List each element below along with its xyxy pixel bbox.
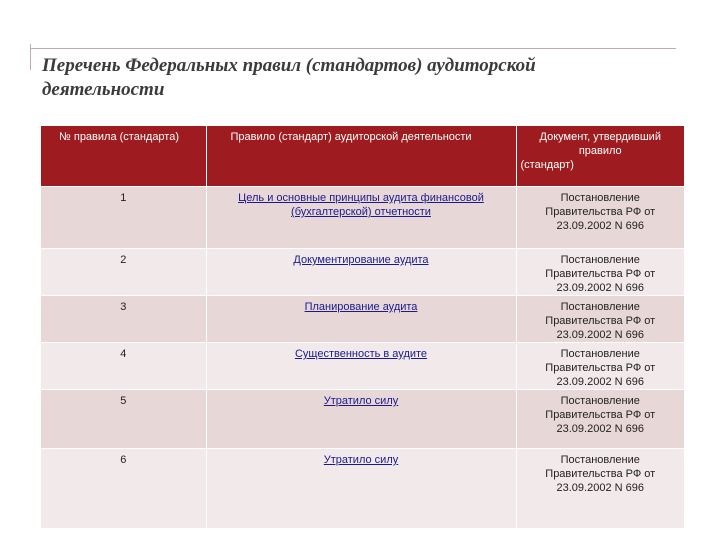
cell-rule-number: 1 (41, 187, 206, 249)
header-approving-document-text: Документ, утвердивший правило (539, 131, 661, 157)
header-rule-number: № правила (стандарта) (41, 126, 206, 187)
rule-link[interactable]: Утратило силу (323, 454, 399, 466)
standards-table (41, 126, 684, 528)
cell-document: Постановление Правительства РФ от 23.09.2002 N 696 (516, 249, 684, 296)
page-title: Перечень Федеральных правил (стандартов) аудиторской деятельности (42, 55, 536, 100)
cell-document: Постановление Правительства РФ от 23.09.2002 N 696 (516, 390, 684, 449)
cell-document: Постановление Правительства РФ от 23.09.2002 N 696 (516, 296, 684, 343)
cell-rule-name (206, 296, 516, 343)
rule-link[interactable]: Цель и основные принципы аудита финансовой (бухгалтерской) отчетности (238, 192, 484, 218)
top-divider-line (30, 48, 676, 49)
table-row (41, 343, 684, 390)
cell-rule-name (206, 187, 516, 249)
cell-rule-name (206, 390, 516, 449)
cell-document: Постановление Правительства РФ от 23.09.2002 N 696 (516, 343, 684, 390)
cell-rule-name (206, 343, 516, 390)
rule-link[interactable]: Планирование аудита (304, 301, 418, 313)
cell-rule-name (206, 249, 516, 296)
cell-rule-name (206, 449, 516, 529)
cell-rule-number: 3 (41, 296, 206, 343)
cell-rule-number: 5 (41, 390, 206, 449)
table-row (41, 249, 684, 296)
table-row (41, 187, 684, 249)
cell-document: Постановление Правительства РФ от 23.09.2002 N 696 (516, 449, 684, 529)
header-approving-document (516, 126, 684, 187)
header-rule-name: Правило (стандарт) аудиторской деятельности (206, 126, 516, 187)
left-accent-line (30, 44, 31, 70)
cell-rule-number: 4 (41, 343, 206, 390)
table-row (41, 296, 684, 343)
table-row (41, 390, 684, 449)
table-header-row (41, 126, 684, 187)
rule-link[interactable]: Документирование аудита (293, 254, 429, 266)
rule-link[interactable]: Существенность в аудите (294, 348, 428, 360)
cell-rule-number: 2 (41, 249, 206, 296)
cell-rule-number: 6 (41, 449, 206, 529)
header-approving-document-suffix: (стандарт) (520, 159, 574, 171)
rule-link[interactable]: Утратило силу (323, 395, 399, 407)
cell-document: Постановление Правительства РФ от 23.09.2002 N 696 (516, 187, 684, 249)
table-row (41, 449, 684, 529)
